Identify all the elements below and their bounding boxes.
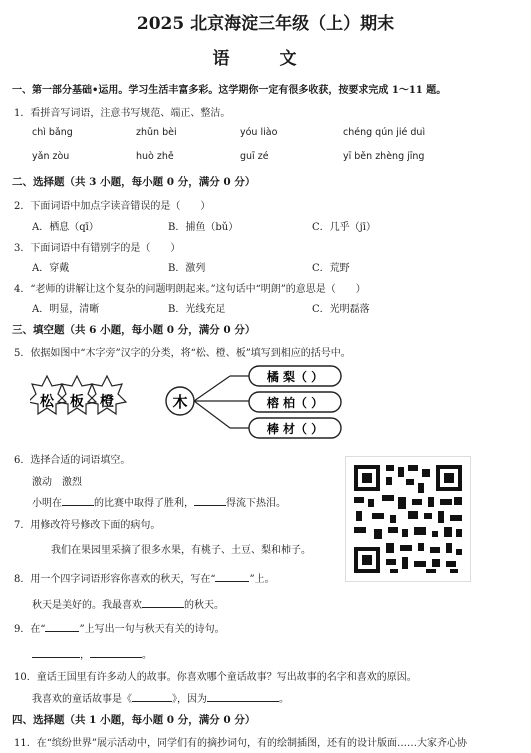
pinyin-4: chéng qún jié duì (343, 127, 426, 138)
q3-text: 3．下面词语中有错别字的是（ ） (14, 243, 181, 254)
q8-sentence-part-a: 秋天是美好的。我最喜欢 (32, 600, 142, 611)
q8-text (14, 570, 275, 585)
q9-answer-line (32, 646, 152, 661)
q6-blank-2[interactable] (194, 495, 226, 506)
q2-option-c: C．几乎（jī） (312, 222, 376, 233)
pinyin-1: chì bǎng (32, 127, 73, 138)
q10-text: 10．童话王国里有许多动人的故事。你喜欢哪个童话故事？写出故事的名字和喜欢的原因。 (14, 672, 417, 683)
section3-heading: 三、填空题（共 6 小题，每小题 0 分，满分 0 分） (12, 324, 256, 336)
q9-period: 。 (142, 650, 152, 661)
pinyin-5: yǎn zòu (32, 151, 70, 162)
q6-text: 6．选择合适的词语填空。 (14, 455, 131, 466)
q7-text: 7．用修改符号修改下面的病句。 (14, 520, 161, 531)
q10-answer-line (32, 690, 289, 705)
qr-code (345, 456, 471, 582)
q6-sentence-part-b: 的比赛中取得了胜利， (94, 498, 194, 509)
doc-subject: 语 文 (212, 49, 319, 69)
q9-blank-2[interactable] (90, 647, 142, 658)
pinyin-7: guī zé (240, 151, 269, 162)
char-badge-1 (30, 376, 66, 414)
q9-comma: ， (80, 650, 90, 661)
q6-sentence-part-a: 小明在 (32, 498, 62, 509)
q5-diagram (30, 358, 350, 444)
char-song: 松 (40, 394, 54, 410)
section4-heading: 四、选择题（共 1 小题，每小题 0 分，满分 0 分） (12, 714, 256, 726)
char-cheng: 橙 (100, 394, 114, 410)
q8-text-part-a: 8．用一个四字词语形容你喜欢的秋天，写在“ (14, 574, 216, 585)
q3-option-a: A．穿戴 (32, 263, 70, 274)
q10-part-a: 我喜欢的童话故事是《 (32, 694, 132, 705)
q8-sentence-part-b: 的秋天。 (184, 600, 224, 611)
q2-option-b: B．捕鱼（bǔ） (168, 222, 239, 233)
doc-title: 2025 北京海淀三年级（上）期末 (136, 14, 395, 34)
q3-option-b: B．激列 (168, 263, 206, 274)
q9-prompt-blank (45, 621, 79, 632)
q6-word-bank: 激动 激烈 (32, 477, 82, 488)
pinyin-6: huò zhě (136, 151, 174, 162)
section2-heading: 二、选择题（共 3 小题，每小题 0 分，满分 0 分） (12, 176, 256, 188)
q2-text: 2．下面词语中加点字读音错误的是（ ） (14, 201, 211, 212)
q2-option-a: A．栖息（qī） (32, 222, 99, 233)
q1-text: 1．看拼音写词语，注意书写规范、端正、整洁。 (14, 108, 231, 119)
q8-prompt-blank (215, 571, 249, 582)
q6-sentence-part-c: 得流下热泪。 (226, 498, 286, 509)
char-badge-3 (88, 376, 126, 414)
q9-text-part-b: ”上写出一句与秋天有关的诗句。 (79, 624, 225, 635)
q4-option-c: C．光明磊落 (312, 304, 370, 315)
q4-option-a: A．明显，清晰 (32, 304, 100, 315)
box-row-2: 榕 柏（ ） (266, 396, 324, 410)
q7-sentence: 我们在果园里采摘了很多水果，有桃子、土豆、梨和柿子。 (51, 545, 311, 556)
q6-sentence (32, 494, 286, 509)
q3-option-c: C．荒野 (312, 263, 350, 274)
q8-blank[interactable] (142, 597, 184, 608)
part1-heading: 一、第一部分基础•运用。学习生活丰富多彩。这学期你一定有很多收获，按要求完成 1～11 题。 (12, 85, 447, 96)
q9-blank-1[interactable] (32, 647, 80, 658)
pinyin-8: yī běn zhèng jīng (343, 151, 425, 162)
q9-text-part-a: 9．在“ (14, 624, 46, 635)
q10-blank-title[interactable] (132, 691, 172, 702)
q11-text: 11．在“缤纷世界”展示活动中，同学们有的摘抄词句，有的绘制插图，还有的设计版面……大家齐心协 (14, 738, 467, 749)
q4-text: 4．“老师的讲解让这个复杂的问题明朗起来。”这句话中“明朗”的意思是（ ） (14, 284, 366, 295)
q6-blank-1[interactable] (62, 495, 94, 506)
q8-text-part-b: ”上。 (249, 574, 275, 585)
box-row-1: 橘 梨（ ） (266, 370, 324, 384)
q9-text (14, 620, 225, 635)
box-row-3: 棒 材（ ） (266, 422, 324, 436)
char-ban: 板 (70, 394, 84, 410)
center-radical: 木 (172, 393, 188, 411)
pinyin-2: zhǔn bèi (136, 127, 177, 138)
q10-period: 。 (279, 694, 289, 705)
q10-blank-reason[interactable] (207, 691, 279, 702)
q8-sentence (32, 596, 224, 611)
pinyin-3: yóu liào (240, 127, 278, 138)
q10-part-b: 》，因为 (172, 694, 207, 705)
q5-text: 5．依据如图中“木字旁”汉字的分类，将“松、橙、板”填写到相应的括号中。 (14, 348, 351, 359)
q4-option-b: B．光线充足 (168, 304, 226, 315)
char-badge-2 (58, 376, 96, 414)
